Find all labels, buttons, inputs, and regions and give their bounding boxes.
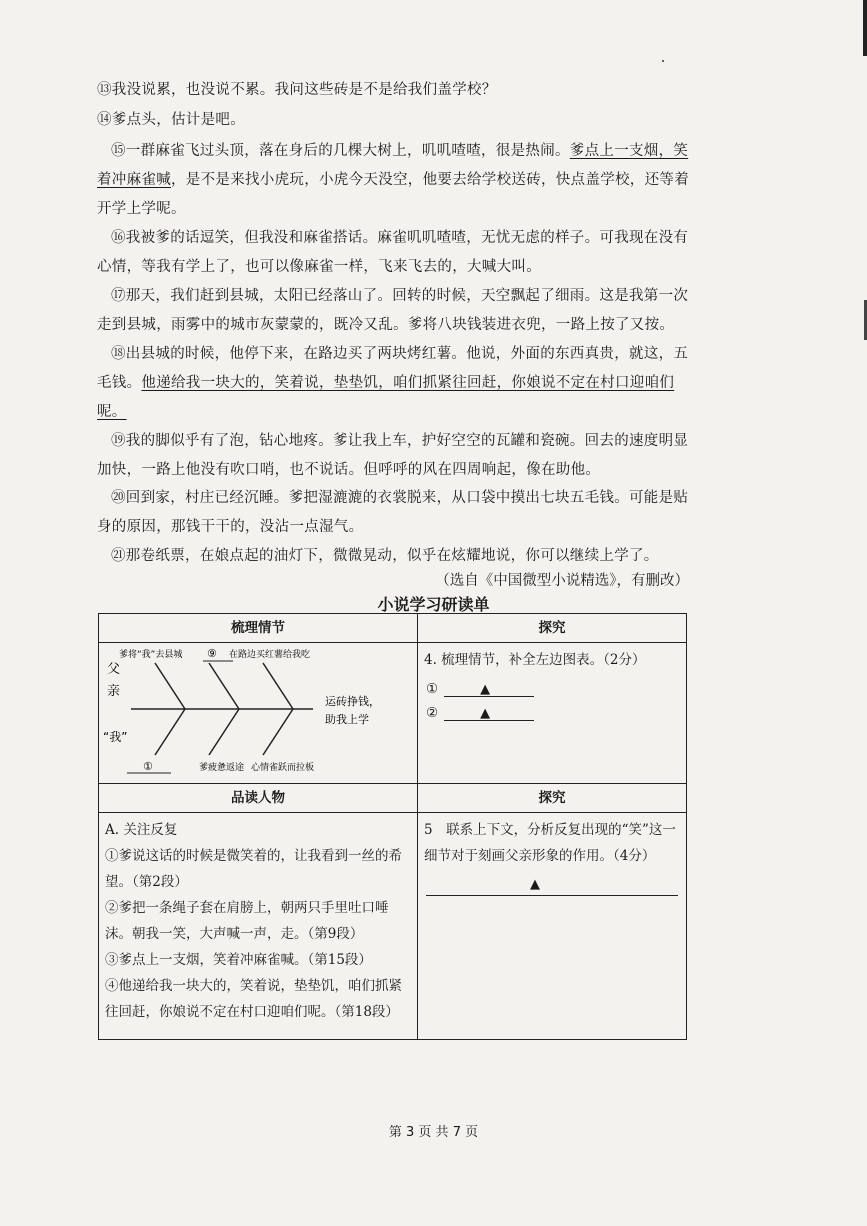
triangle-icon: ▲ — [480, 682, 491, 697]
diagram-result-1: 运砖挣钱， — [325, 695, 380, 708]
character-item-4: ④他递给我一块大的，笑着说，垫垫饥，咱们抓紧往回赶，你娘说不定在村口迎咱们呢。（第18段） — [105, 978, 402, 1020]
diagram-circle-1: ① — [143, 760, 153, 773]
diagram-result-2: 助我上学 — [325, 713, 369, 726]
q4-cell — [418, 643, 687, 784]
page-footer: 第 3 页 共 7 页 — [388, 1125, 479, 1140]
q4-blank-2-label: ② — [426, 705, 439, 721]
paragraph-15-rest: ，是不是来找小虎玩，小虎今天没空，他要去给学校送砖，快点盖学校，还等着开学上学呢。 — [97, 172, 689, 217]
q5-text: 5 联系上下文，分析反复出现的“笑”这一细节对于刻画父亲形象的作用。（4分） — [424, 822, 676, 864]
paragraph-18-text: ⑱出县城的时候，他停下来，在路边买了两块烤红薯。他说，外面的东西真贵，就这，五毛钱。 — [97, 346, 689, 391]
q5-cell — [418, 813, 687, 1040]
character-item-1: ①爹说这话的时候是微笑着的，让我看到一丝的希望。（第2段） — [105, 848, 402, 890]
character-item-2: ②爹把一条绳子套在肩膀上，朝两只手里吐口唾沫。朝我一笑，大声喊一声，走。（第9段） — [105, 900, 389, 942]
diagram-bone — [155, 663, 185, 709]
paragraph-15 — [97, 137, 693, 224]
q4-text: 4. 梳理情节，补全左边图表。（2分） — [424, 652, 646, 668]
paragraph-19: ⑲我的脚似乎有了泡，钻心地疼。爹让我上车，护好空空的瓦罐和瓷碗。回去的速度明显加快，一路上他没有吹口哨，也不说话。但呼呼的风在四周响起，像在助他。 — [97, 433, 689, 478]
q4-answer-line-2[interactable] — [444, 706, 534, 721]
triangle-icon: ▲ — [530, 877, 540, 892]
q4-blank-1 — [418, 677, 686, 701]
diagram-top-label-3: 在路边买红薯给我吃 — [229, 650, 311, 660]
triangle-icon: ▲ — [480, 706, 491, 721]
diagram-bone — [209, 663, 239, 709]
diagram-bone — [263, 663, 293, 709]
paragraph-20: ⑳回到家，村庄已经沉睡。爹把湿漉漉的衣裳脱来，从口袋中摸出七块五毛钱。可能是贴身的原因，那钱干干的，没沾一点湿气。 — [97, 490, 689, 535]
q4-blank-1-label: ① — [426, 681, 439, 697]
scan-edge-mark — [863, 0, 867, 56]
diagram-bone — [155, 709, 185, 755]
source-note: （选自《中国微型小说精选》，有删改） — [435, 573, 689, 589]
q4-blank-2 — [418, 701, 686, 725]
paragraph-18-underlined: 他递给我一块大的，笑着说，垫垫饥，咱们抓紧往回赶，你娘说不定在村口迎咱们呢。 — [97, 375, 675, 420]
header-character: 品读人物 — [99, 784, 418, 813]
sheet-title: 小说学习研读单 — [377, 595, 490, 614]
diagram-bottom-label-3: 心情雀跃而拉板 — [251, 763, 315, 773]
diagram-bone — [263, 709, 293, 755]
character-content — [99, 813, 417, 1029]
paragraph-21: ㉑那卷纸票，在娘点起的油灯下，微微晃动，似乎在炫耀地说，你可以继续上学了。 — [111, 548, 659, 564]
paragraph-14: ⑭爹点头，估计是吧。 — [97, 112, 245, 128]
q4-answer-line-1[interactable] — [444, 682, 534, 697]
diagram-top-label-2: ⑨ — [207, 647, 217, 660]
diagram-bone — [209, 709, 239, 755]
scan-dot — [662, 60, 664, 62]
diagram-label-father-2: 亲 — [107, 684, 121, 699]
paragraph-15-underlined: 爹点上一支烟，笑着冲麻雀喊 — [97, 143, 689, 188]
diagram-label-wo: “我” — [103, 730, 128, 744]
header-plot: 梳理情节 — [99, 614, 418, 643]
q5-answer-line[interactable] — [426, 879, 678, 896]
header-explore-1: 探究 — [418, 614, 687, 643]
character-cell — [99, 813, 418, 1040]
paragraph-16: ⑯我被爹的话逗笑，但我没和麻雀搭话。麻雀叽叽喳喳，无忧无虑的样子。可我现在没有心情，等我有学上了，也可以像麻雀一样，飞来飞去的，大喊大叫。 — [97, 230, 689, 275]
fishbone-diagram — [99, 643, 417, 779]
character-item-3: ③爹点上一支烟，笑着冲麻雀喊。（第15段） — [105, 952, 372, 968]
plot-diagram-cell — [99, 643, 418, 784]
diagram-bottom-label-2: 爹疲惫返途 — [199, 763, 245, 773]
paragraph-17: ⑰那天，我们赶到县城，太阳已经落山了。回转的时候，天空飘起了细雨。这是我第一次走到县城，雨雾中的城市灰蒙蒙的，既冷又乱。爹将八块钱装进衣兜，一路上按了又按。 — [97, 288, 689, 333]
study-sheet-table — [98, 613, 687, 1040]
paragraph-15-text: ⑮一群麻雀飞过头顶，落在身后的几棵大树上，叽叽喳喳，很是热闹。 — [111, 143, 570, 159]
paragraph-13: ⑬我没说累，也没说不累。我问这些砖是不是给我们盖学校？ — [97, 82, 497, 98]
header-explore-2: 探究 — [418, 784, 687, 813]
diagram-label-father-1: 父 — [107, 662, 121, 677]
character-heading: A. 关注反复 — [105, 822, 178, 838]
diagram-top-label-1: 爹将“我”去县城 — [119, 650, 183, 660]
paragraph-18 — [97, 340, 693, 427]
